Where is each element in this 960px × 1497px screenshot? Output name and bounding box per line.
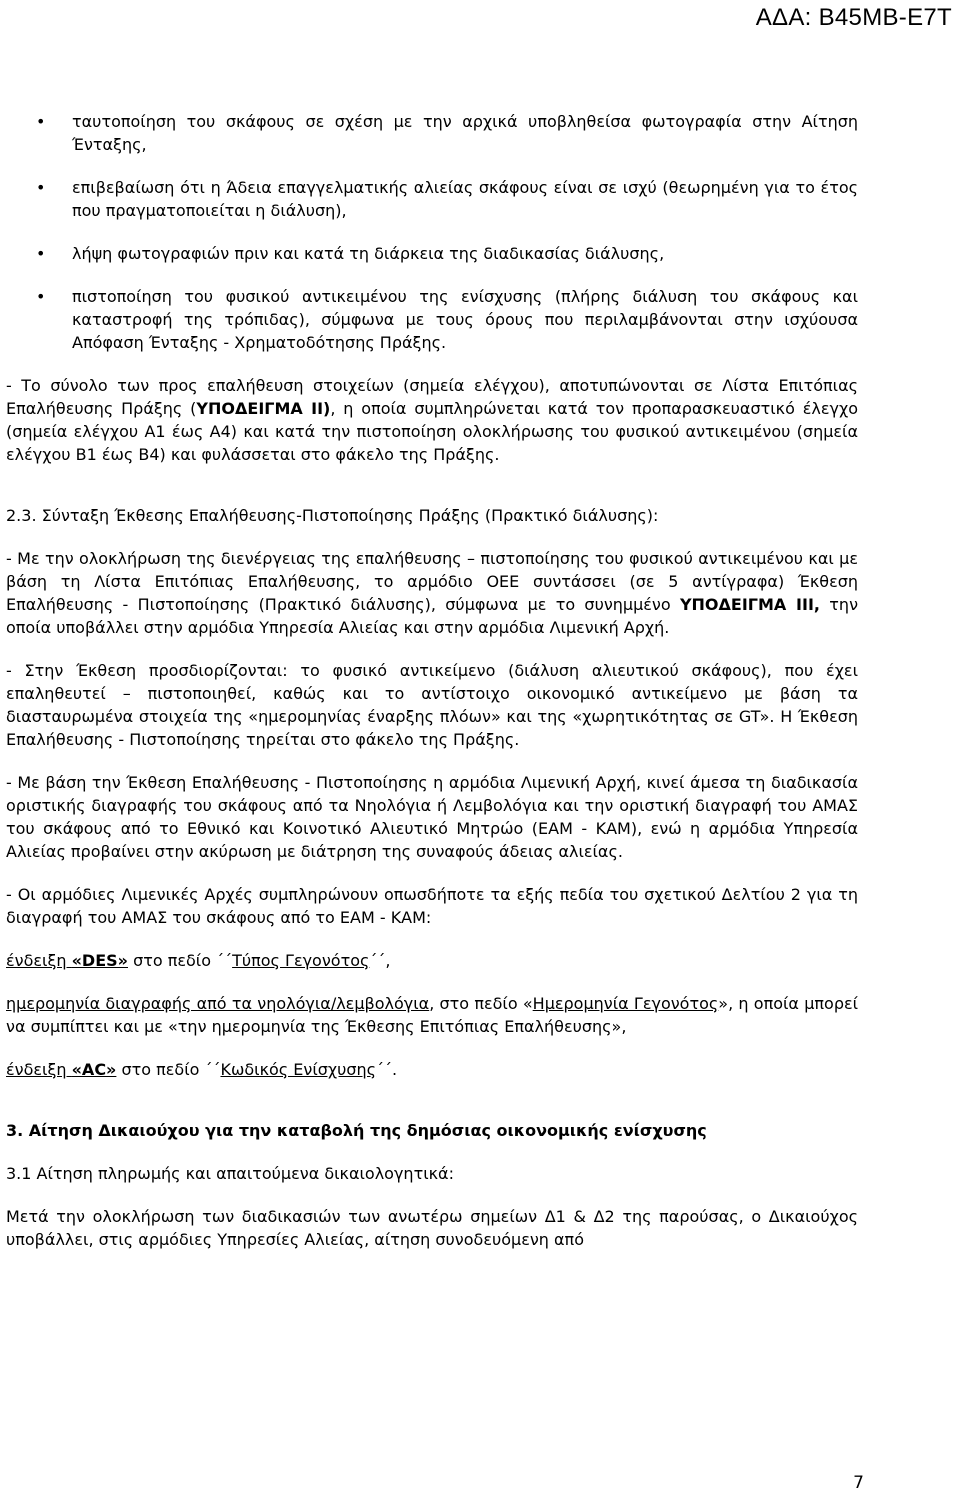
- section-2-3-heading: 2.3. Σύνταξη Έκθεσης Επαλήθευσης-Πιστοποίησης Πράξης (Πρακτικό διάλυσης):: [6, 506, 659, 525]
- paragraph-report-contents: - Στην Έκθεση προσδιορίζονται: το φυσικό αντικείμενο (διάλυση αλιευτικού σκάφους), που έχει επαληθευτεί – πιστοποιηθεί, καθώς και το αντίστοιχο οικονομικό αντικείμενο με βάση τα διασταυρωμένα στοιχεία της «ημερομηνίας έναρξης πλόων» και της «χωρητικότητας σε GT». Η Έκθεση Επαλήθευσης - Πιστοποίησης τηρείται στο φάκελο της Πράξης.: [6, 661, 858, 749]
- paragraph-port-authorities: - Οι αρμόδιες Λιμενικές Αρχές συμπληρώνουν οπωσδήποτε τα εξής πεδία του σχετικού Δελτίου 2 για τη διαγραφή του ΑΜΑΣ του σκάφους από το ΕΑΜ - ΚΑΜ:: [6, 885, 858, 927]
- bullet-icon: •: [36, 244, 46, 263]
- paragraph-checkpoints: - Το σύνολο των προς επαλήθευση στοιχείων (σημεία ελέγχου), αποτυπώνονται σε Λίστα Επιτόπιας Επαλήθευσης Πράξης (ΥΠΟΔΕΙΓΜΑ ΙΙ), η οποία συμπληρώνεται κατά τον προπαρασκευαστικό έλεγχο (σημεία ελέγχου Α1 έως Α4) και κατά την πιστοποίηση ολοκλήρωσης του φυσικού αντικειμένου (σημεία ελέγχου Β1 έως Β4) και φυλάσσεται στο φάκελο της Πράξης.: [6, 376, 858, 464]
- paragraph-payment-request: Μετά την ολοκλήρωση των διαδικασιών των ανωτέρω σημείων Δ1 & Δ2 της παρούσας, ο Δικαιούχος υποβάλλει, στις αρμόδιες Υπηρεσίες Αλιείας, αίτηση συνοδευόμενη από: [6, 1207, 858, 1249]
- list-item: • πιστοποίηση του φυσικού αντικειμένου της ενίσχυσης (πλήρης διάλυση του σκάφους και καταστροφή της τρόπιδας), σύμφωνα με τους όρους που περιλαμβάνονται στην ισχύουσα Απόφαση Ένταξης - Χρηματοδότησης Πράξης.: [36, 287, 858, 352]
- section-3-1-heading: 3.1 Αίτηση πληρωμής και απαιτούμενα δικαιολογητικά:: [6, 1164, 454, 1183]
- field-aid-code: ένδειξη «AC» στο πεδίο ΄΄Κωδικός Ενίσχυσης΄΄.: [6, 1060, 398, 1079]
- paragraph-report: - Με την ολοκλήρωση της διενέργειας της επαλήθευσης – πιστοποίησης του φυσικού αντικειμένου και με βάση τη Λίστα Επιτόπιας Επαλήθευσης, το αρμόδιο ΟΕΕ συντάσσει (σε 5 αντίγραφα) Έκθεση Επαλήθευσης - Πιστοποίησης (Πρακτικό διάλυσης), σύμφωνα με το συνημμένο ΥΠΟΔΕΙΓΜΑ ΙΙΙ, την οποία υποβάλλει στην αρμόδια Υπηρεσία Αλιείας και στην αρμόδια Λιμενική Αρχή.: [6, 549, 859, 637]
- list-item: • λήψη φωτογραφιών πριν και κατά τη διάρκεια της διαδικασίας διάλυσης,: [36, 244, 665, 263]
- section-3-heading: 3. Αίτηση Δικαιούχου για την καταβολή της δημόσιας οικονομικής ενίσχυσης: [6, 1121, 707, 1140]
- bullet-icon: •: [36, 178, 46, 197]
- page-number: 7: [853, 1473, 864, 1493]
- list-item: • επιβεβαίωση ότι η Άδεια επαγγελματικής αλιείας σκάφους είναι σε ισχύ (θεωρημένη για το έτος που πραγματοποιείται η διάλυση),: [36, 178, 858, 220]
- bullet-icon: •: [36, 112, 46, 131]
- field-event-date: ημερομηνία διαγραφής από τα νηολόγια/λεμβολόγια, στο πεδίο «Ημερομηνία Γεγονότος», η οποία μπορεί να συμπίπτει και με «την ημερομηνία της Έκθεσης Επιτόπιας Επαλήθευσης»,: [6, 994, 859, 1036]
- field-type-of-event: ένδειξη «DES» στο πεδίο ΄΄Τύπος Γεγονότος΄΄,: [6, 951, 391, 970]
- bullet-icon: •: [36, 287, 46, 306]
- paragraph-deregistration: - Με βάση την Έκθεση Επαλήθευσης - Πιστοποίησης η αρμόδια Λιμενική Αρχή, κινεί άμεσα τη διαδικασία οριστικής διαγραφής του σκάφους από τα Νηολόγια ή Λεμβολόγια και την οριστική διαγραφή του ΑΜΑΣ του σκάφους από το Εθνικό και Κοινοτικό Αλιευτικό Μητρώο (ΕΑΜ - ΚΑΜ), ενώ η αρμόδια Υπηρεσία Αλιείας προβαίνει στην ακύρωση με διάτρηση της συναφούς άδειας αλιείας.: [6, 773, 858, 861]
- bullet-list: [6, 110, 858, 354]
- list-item: • ταυτοποίηση του σκάφους σε σχέση με την αρχικά υποβληθείσα φωτογραφία στην Αίτηση Ένταξης,: [36, 112, 858, 154]
- document-body: [6, 110, 858, 1251]
- ada-header: ΑΔΑ: Β45ΜΒ-Ε7Τ: [755, 4, 952, 31]
